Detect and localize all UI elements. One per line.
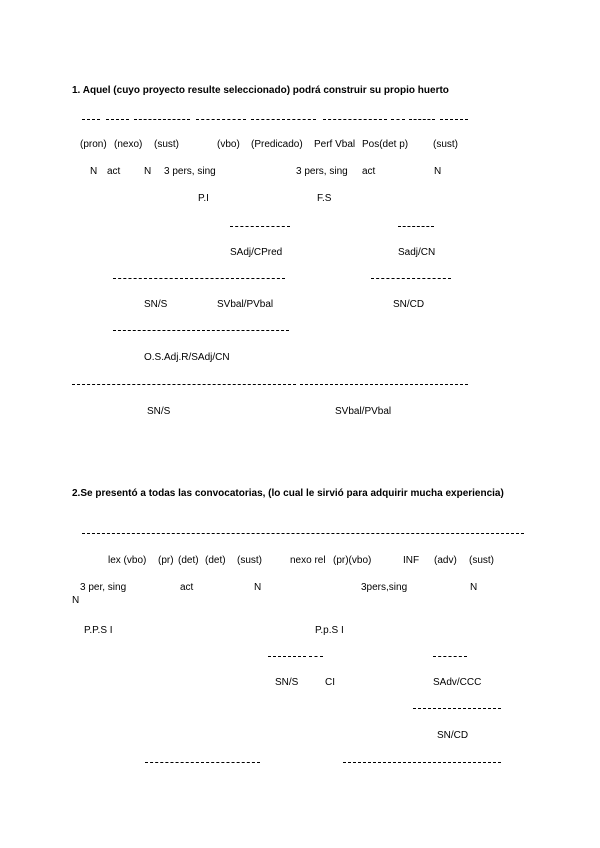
ex2-category: (det) [205, 555, 226, 566]
ex1-category: (pron) [80, 139, 107, 150]
ex1-category: (vbo) [217, 139, 240, 150]
dash-line [413, 708, 501, 709]
ex1-category: (sust) [433, 139, 458, 150]
dash-line [391, 119, 405, 120]
ex2-feature: N [72, 595, 80, 606]
dash-line [82, 119, 100, 120]
ex1-phrase-label: P.I [198, 193, 209, 204]
dash-line [300, 384, 468, 385]
ex1-feature: N [90, 166, 98, 177]
ex1-feature: act [362, 166, 376, 177]
ex2-category: (det) [178, 555, 199, 566]
ex2-function: CI [325, 677, 335, 688]
ex2-function: SAdv/CCC [433, 677, 482, 688]
ex2-category: (pr)(vbo) [333, 555, 372, 566]
dash-line [113, 278, 183, 279]
dash-line [323, 119, 387, 120]
ex2-feature: 3 per, sing [80, 582, 127, 593]
ex2-category: lex (vbo) [108, 555, 147, 566]
dash-line [343, 762, 501, 763]
ex2-category: nexo rel [290, 555, 326, 566]
dash-line [72, 384, 296, 385]
dash-line [309, 656, 323, 657]
dash-line [106, 119, 129, 120]
ex2-clause-label: P.P.S I [84, 625, 113, 636]
ex2-feature: 3pers,sing [361, 582, 408, 593]
ex1-category: Perf Vbal [314, 139, 356, 150]
ex1-category: (nexo) [114, 139, 143, 150]
dash-line [440, 119, 468, 120]
ex1-subordinate-clause: O.S.Adj.R/SAdj/CN [144, 352, 230, 363]
dash-line [134, 119, 190, 120]
dash-line [251, 119, 316, 120]
ex1-category: (Predicado) [251, 139, 303, 150]
dash-line [268, 656, 306, 657]
ex2-feature: N [470, 582, 478, 593]
dash-line [185, 278, 285, 279]
ex1-phrase-label: F.S [317, 193, 332, 204]
dash-line [371, 278, 451, 279]
ex1-category: (sust) [154, 139, 179, 150]
ex2-category: (adv) [434, 555, 457, 566]
dash-line [409, 119, 435, 120]
ex1-function: SN/CD [393, 299, 425, 310]
ex1-category: Pos(det p) [362, 139, 409, 150]
ex2-category: (pr) [158, 555, 174, 566]
dash-line [433, 656, 467, 657]
exercise-2-heading: 2.Se presentó a todas las convocatorias, (lo cual le sirvió para adquirir mucha experiencia) [72, 488, 504, 499]
ex2-category: (sust) [469, 555, 494, 566]
ex1-function: SVbal/PVbal [217, 299, 274, 310]
ex2-feature: act [180, 582, 194, 593]
ex1-function: SN/S [144, 299, 168, 310]
exercise-1-heading: 1. Aquel (cuyo proyecto resulte seleccionado) podrá construir su propio huerto [72, 85, 449, 96]
ex1-feature: 3 pers, sing [296, 166, 348, 177]
ex1-feature: 3 pers, sing [164, 166, 216, 177]
dash-line [145, 762, 260, 763]
ex2-category: INF [403, 555, 420, 566]
ex1-feature: N [144, 166, 152, 177]
ex2-function: SN/CD [437, 730, 469, 741]
ex2-function: SN/S [275, 677, 299, 688]
ex2-category: (sust) [237, 555, 262, 566]
ex1-function: Sadj/CN [398, 247, 436, 258]
dash-line [113, 330, 289, 331]
ex1-main-function: SN/S [147, 406, 171, 417]
ex1-main-function: SVbal/PVbal [335, 406, 392, 417]
ex2-clause-label: P.p.S I [315, 625, 344, 636]
ex1-function: SAdj/CPred [230, 247, 283, 258]
dash-line [196, 119, 246, 120]
dash-line [82, 533, 524, 534]
ex1-feature: N [434, 166, 442, 177]
ex1-feature: act [107, 166, 121, 177]
ex2-feature: N [254, 582, 262, 593]
dash-line [230, 226, 290, 227]
dash-line [398, 226, 434, 227]
